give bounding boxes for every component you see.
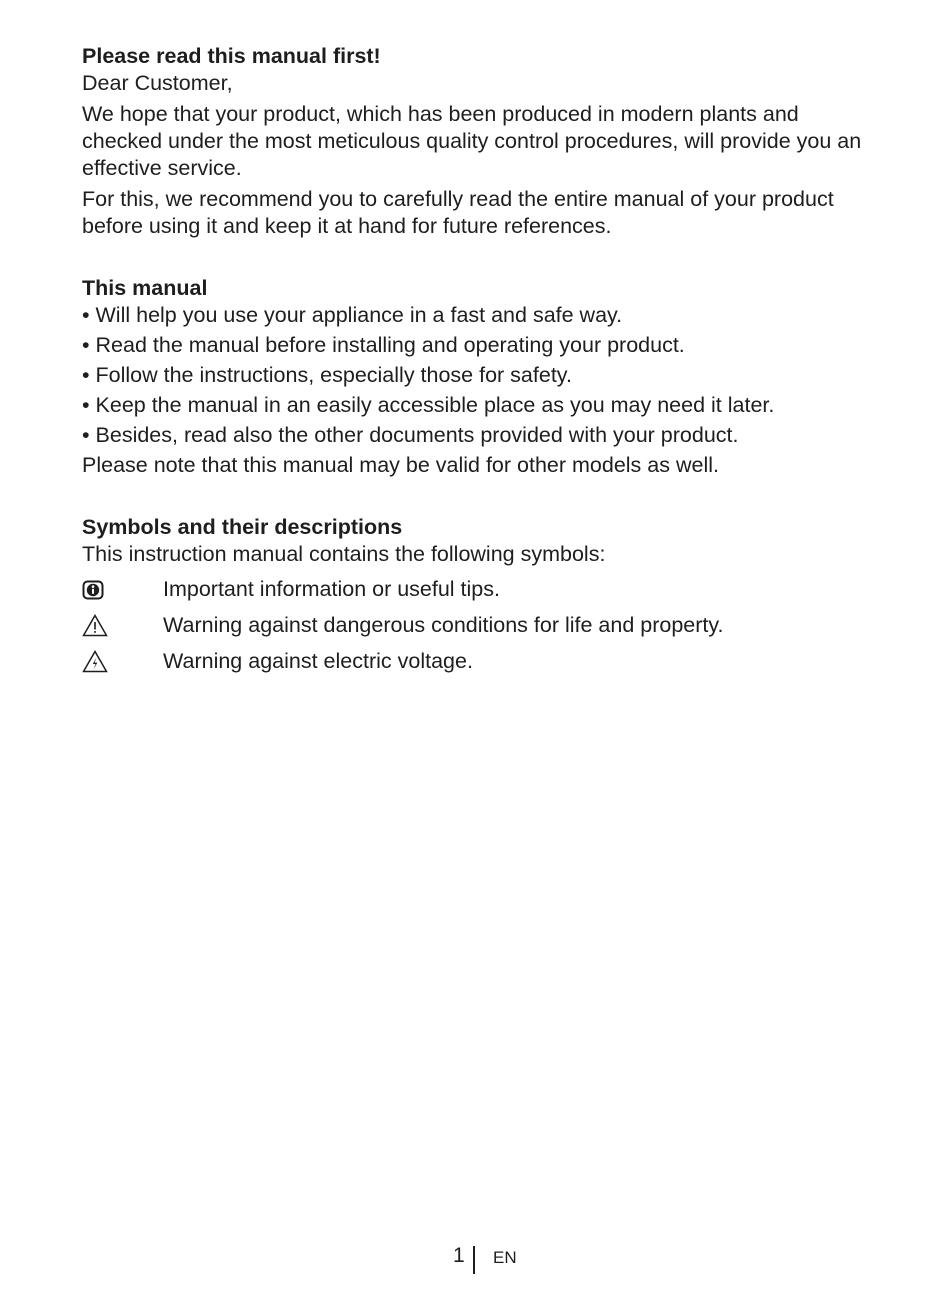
list-item	[82, 422, 872, 449]
bullet-icon: •	[82, 333, 96, 357]
bullet-text: Besides, read also the other documents provided with your product.	[95, 423, 739, 447]
electric-warning-icon	[82, 650, 163, 673]
bullet-icon: •	[82, 393, 96, 417]
list-item	[82, 362, 872, 389]
intro-heading: Please read this manual first!	[82, 44, 381, 68]
symbol-row-warning	[82, 612, 872, 639]
bullet-icon: •	[82, 423, 96, 447]
page-number: 1	[453, 1244, 465, 1267]
symbols-intro: This instruction manual contains the following symbols:	[82, 542, 606, 566]
symbol-description: Warning against electric voltage.	[163, 649, 473, 673]
symbols-heading: Symbols and their descriptions	[82, 515, 403, 539]
manual-heading: This manual	[82, 276, 208, 300]
intro-paragraph-2: For this, we recommend you to carefully read the entire manual of your product before using it and keep it at hand for future references.	[82, 187, 834, 238]
symbol-row-info	[82, 576, 872, 603]
symbol-row-electric	[82, 648, 872, 675]
language-code: EN	[493, 1248, 517, 1267]
bullet-text: Keep the manual in an easily accessible place as you may need it later.	[95, 393, 775, 417]
bullet-text: Will help you use your appliance in a fast and safe way.	[95, 303, 623, 327]
warning-triangle-icon	[82, 614, 163, 637]
intro-paragraph-1: We hope that your product, which has been produced in modern plants and checked under the most meticulous quality control procedures, will provide you an effective service.	[82, 102, 862, 180]
list-item	[82, 392, 872, 419]
document-page	[82, 42, 872, 684]
manual-bullet-list	[82, 302, 872, 449]
bullet-icon: •	[82, 303, 96, 327]
greeting: Dear Customer,	[82, 71, 233, 95]
footer-divider	[473, 1246, 475, 1274]
page-footer	[0, 1241, 950, 1275]
symbols-list	[82, 576, 872, 675]
manual-note: Please note that this manual may be valid for other models as well.	[82, 453, 719, 477]
bullet-icon: •	[82, 363, 96, 387]
bullet-text: Follow the instructions, especially those for safety.	[95, 363, 572, 387]
info-icon	[82, 580, 163, 600]
symbol-description: Important information or useful tips.	[163, 577, 500, 601]
symbol-description: Warning against dangerous conditions for life and property.	[163, 613, 724, 637]
bullet-text: Read the manual before installing and operating your product.	[95, 333, 685, 357]
list-item	[82, 332, 872, 359]
list-item	[82, 302, 872, 329]
